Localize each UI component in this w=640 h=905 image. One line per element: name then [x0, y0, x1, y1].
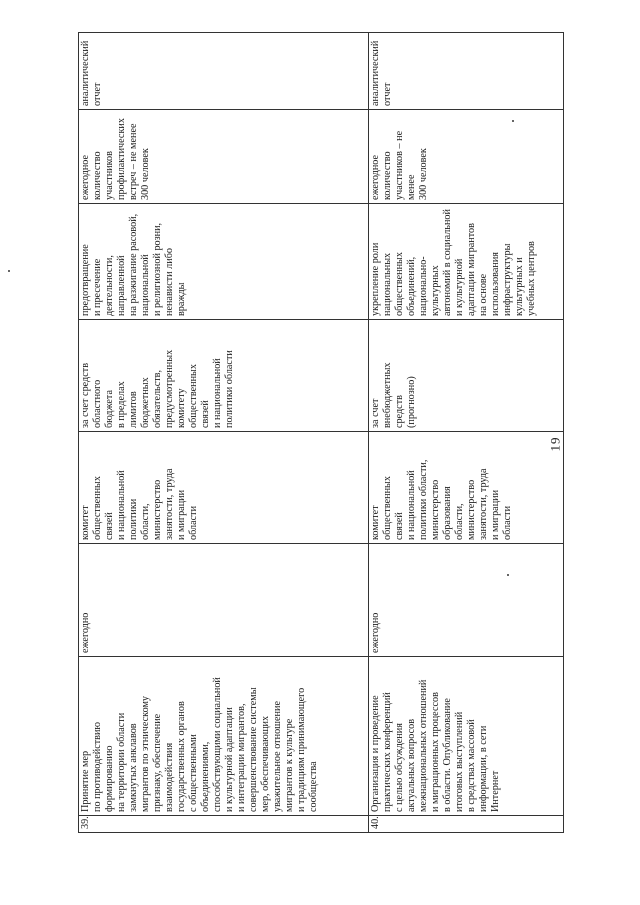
indicator-cell: ежегодное количество участников профилактических встреч – не менее 300 человек: [79, 110, 369, 204]
period-cell: ежегодно: [79, 544, 369, 657]
executors-cell: комитет общественных связей и национальной политики области, министерство образования области, министерство занятости, труда и миграции области: [369, 432, 564, 544]
funding-cell: за счет средств областного бюджета в пределах лимитов бюджетных обязательств, предусмотренных комитету общественных связей и национальной политики области: [79, 320, 369, 432]
rotated-table-page: [78, 33, 588, 833]
funding-cell: за счет внебюджетных средств (прогнозно): [369, 320, 564, 432]
row-number: 39.: [79, 816, 369, 833]
goal-cell: укрепление роли национальных общественных объединений, национально-культурных автономий в социальной и культурной адаптации мигрантов на основе использования инфраструктуры культурных и учебных центров: [369, 204, 564, 320]
row-number: 40.: [369, 816, 564, 833]
report-cell: аналитический отчет: [79, 33, 369, 110]
scan-speck: [507, 574, 509, 576]
measures-table: [78, 32, 564, 833]
scan-speck: [8, 270, 10, 272]
indicator-cell: ежегодное количество участников – не менее 300 человек: [369, 110, 564, 204]
report-cell: аналитический отчет: [369, 33, 564, 110]
executors-cell: комитет общественных связей и национальной политики области, министерство занятости, труда и миграции области: [79, 432, 369, 544]
table-row: [369, 33, 564, 833]
page-number: 19: [547, 436, 563, 452]
table-row: [79, 33, 369, 833]
goal-cell: предотвращение и пресечение деятельности, направленной на разжигание расовой, национальной и религиозной розни, ненависти либо вражды: [79, 204, 369, 320]
measure-cell: Принятие мер по противодействию формированию на территории области замкнутых анклавов мигрантов по этническому признаку, обеспечение взаимодействия государственных органов с общественными объединениями, способствующими социальной и культурной адаптации и интеграции мигрантов, совершенствование системы мер, обеспечивающих уважительное отношение мигрантов к культуре и традициям принимающего сообщества: [79, 657, 369, 816]
scan-speck: [512, 120, 514, 122]
measure-cell: Организация и проведение практических конференций с целью обсуждения актуальных вопросов межнациональных отношений и миграционных процессов в области. Опубликование итоговых выступлений в средствах массовой информации, в сети Интернет: [369, 657, 564, 816]
period-cell: ежегодно: [369, 544, 564, 657]
